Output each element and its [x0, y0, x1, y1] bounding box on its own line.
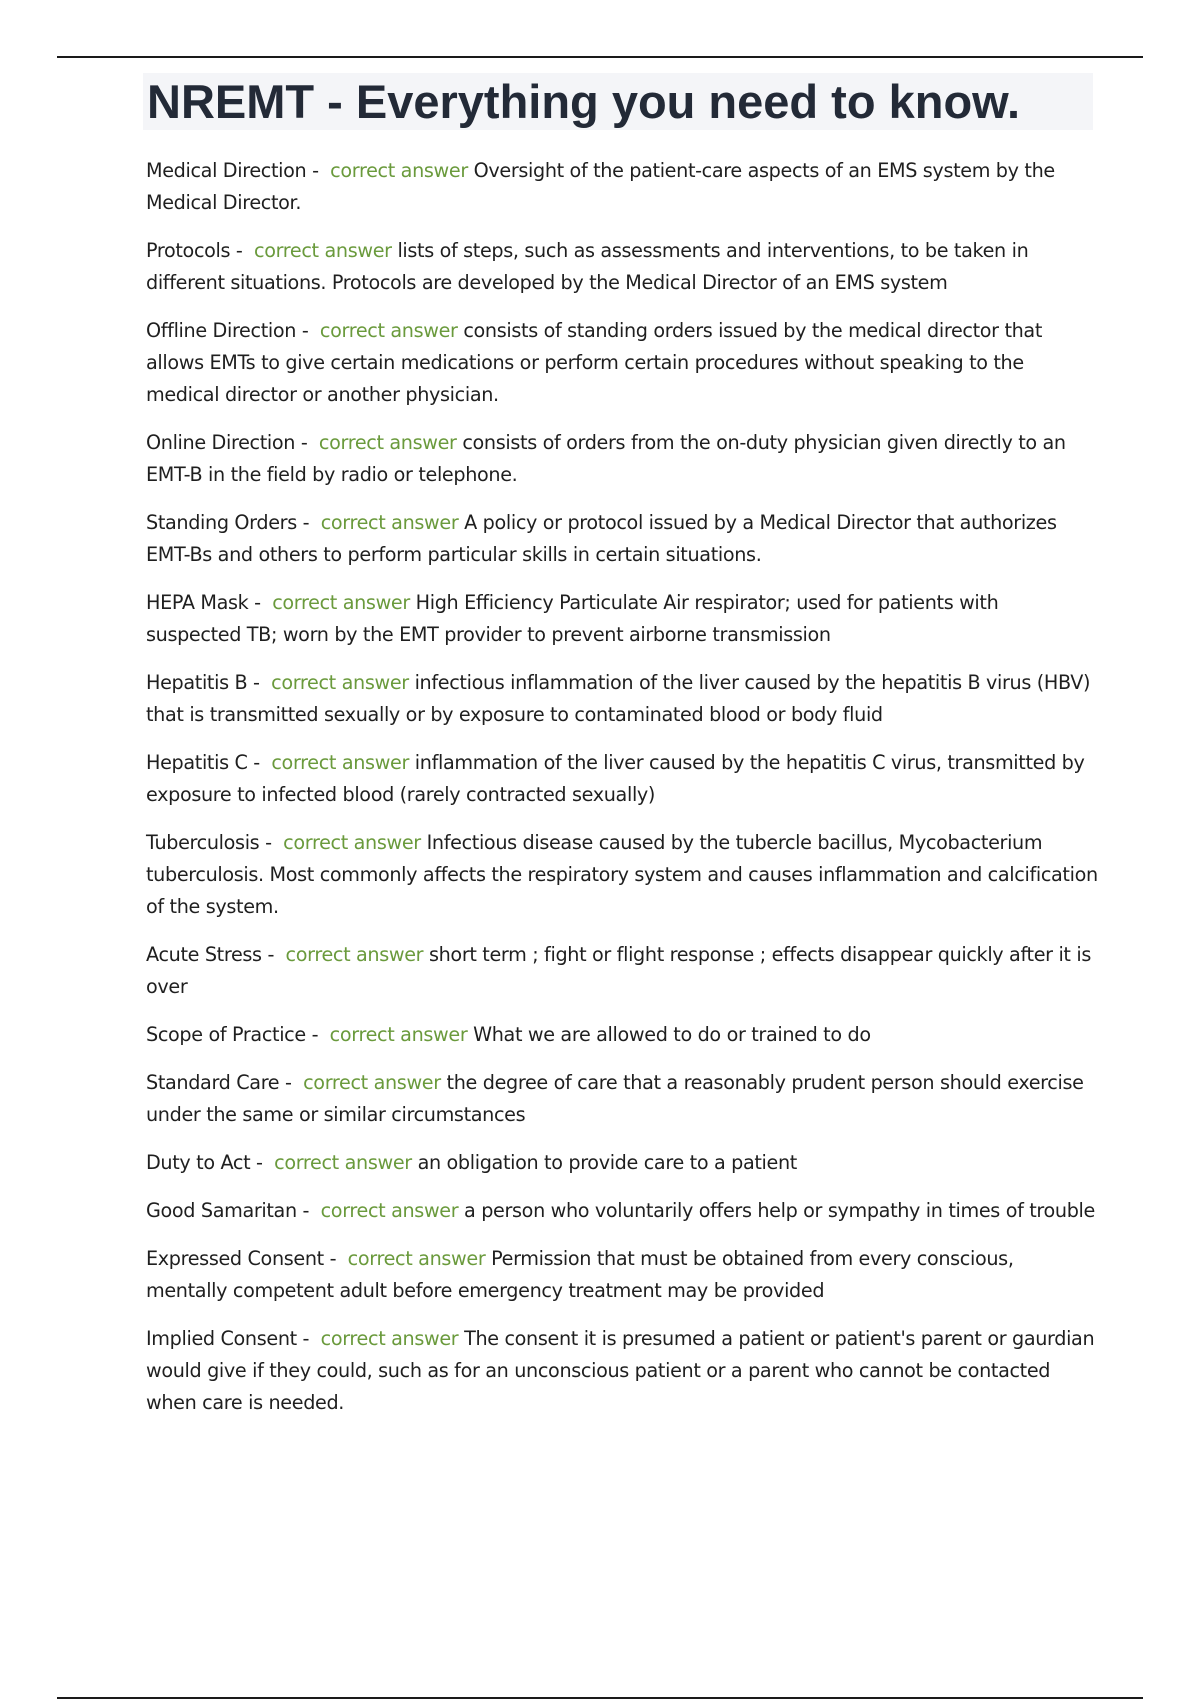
- entry-term: Good Samaritan: [146, 1199, 297, 1222]
- entry-term: Protocols: [146, 239, 231, 262]
- entry-separator: -: [296, 319, 320, 342]
- entry-separator: -: [248, 591, 273, 614]
- entry-separator: -: [306, 159, 331, 182]
- correct-answer-label: correct answer: [254, 239, 392, 262]
- entry-definition: the degree of care that a reasonably prudent person should exercise under the same or similar circumstances: [146, 1071, 1084, 1126]
- entry-definition: consists of standing orders issued by the medical director that allows EMTs to give certain medications or perform certain procedures without speaking to the medical director or another physician.: [146, 319, 1043, 406]
- entry-separator: -: [250, 1151, 275, 1174]
- entry-term: Implied Consent: [146, 1327, 297, 1350]
- entry-term: Hepatitis C: [146, 751, 248, 774]
- correct-answer-label: correct answer: [285, 943, 424, 966]
- entry-definition: High Efficiency Particulate Air respirator; used for patients with suspected TB; worn by the EMT provider to prevent airborne transmission: [146, 591, 999, 646]
- entry-separator: -: [295, 431, 319, 454]
- correct-answer-label: correct answer: [303, 1071, 441, 1094]
- flashcard-entry: [146, 1195, 1098, 1227]
- entry-separator: -: [296, 511, 321, 534]
- correct-answer-label: correct answer: [283, 831, 421, 854]
- entry-term: Tuberculosis: [146, 831, 260, 854]
- entry-separator: -: [230, 239, 254, 262]
- correct-answer-label: correct answer: [271, 751, 410, 774]
- flashcard-entry: [146, 235, 1098, 299]
- correct-answer-label: correct answer: [320, 511, 459, 534]
- entry-definition: Infectious disease caused by the tubercle bacillus, Mycobacterium tuberculosis. Most commonly affects the respiratory system and causes inflammation and calcification of the system.: [146, 831, 1098, 918]
- entry-definition: The consent it is presumed a patient or patient's parent or gaurdian would give if they could, such as for an unconscious patient or a parent who cannot be contacted when care is needed.: [146, 1327, 1095, 1414]
- entry-definition: Permission that must be obtained from every conscious, mentally competent adult before emergency treatment may be provided: [146, 1247, 1014, 1302]
- entry-term: Online Direction: [146, 431, 296, 454]
- entry-term: Medical Direction: [146, 159, 307, 182]
- entry-separator: -: [305, 1023, 330, 1046]
- correct-answer-label: correct answer: [274, 1151, 412, 1174]
- correct-answer-label: correct answer: [319, 319, 458, 342]
- entry-definition: What we are allowed to do or trained to do: [473, 1023, 871, 1046]
- entry-separator: -: [259, 831, 284, 854]
- correct-answer-label: correct answer: [320, 1327, 459, 1350]
- bottom-rule: [57, 1697, 1143, 1699]
- correct-answer-label: correct answer: [272, 591, 410, 614]
- entry-definition: infectious inflammation of the liver caused by the hepatitis B virus (HBV) that is transmitted sexually or by exposure to contaminated blood or body fluid: [146, 671, 1091, 726]
- entry-definition: a person who voluntarily offers help or sympathy in times of trouble: [464, 1199, 1095, 1222]
- entry-definition: A policy or protocol issued by a Medical Director that authorizes EMT-Bs and others to perform particular skills in certain situations.: [146, 511, 1057, 566]
- flashcard-entry: [146, 155, 1098, 219]
- entry-separator: -: [296, 1327, 321, 1350]
- flashcard-entry: [146, 939, 1098, 1003]
- correct-answer-label: correct answer: [318, 431, 457, 454]
- entry-definition: an obligation to provide care to a patient: [417, 1151, 797, 1174]
- correct-answer-label: correct answer: [320, 1199, 459, 1222]
- flashcard-entry: [146, 507, 1098, 571]
- top-rule: [57, 56, 1143, 58]
- flashcard-entry: [146, 747, 1098, 811]
- correct-answer-label: correct answer: [347, 1247, 486, 1270]
- entry-term: Expressed Consent: [146, 1247, 324, 1270]
- entry-term: Duty to Act: [146, 1151, 251, 1174]
- entry-term: HEPA Mask: [146, 591, 249, 614]
- flashcard-entry: [146, 1243, 1098, 1307]
- entry-separator: -: [279, 1071, 304, 1094]
- entry-term: Acute Stress: [146, 943, 262, 966]
- entry-separator: -: [247, 671, 272, 694]
- entry-definition: short term ; fight or flight response ; effects disappear quickly after it is over: [146, 943, 1091, 998]
- flashcard-list: [146, 155, 1098, 1435]
- flashcard-entry: [146, 827, 1098, 923]
- entry-definition: lists of steps, such as assessments and interventions, to be taken in different situations. Protocols are developed by the Medical Director of an EMS system: [146, 239, 1029, 294]
- flashcard-entry: [146, 1147, 1098, 1179]
- entry-term: Standard Care: [146, 1071, 280, 1094]
- correct-answer-label: correct answer: [271, 671, 409, 694]
- entry-separator: -: [247, 751, 272, 774]
- flashcard-entry: [146, 427, 1098, 491]
- entry-definition: Oversight of the patient-care aspects of an EMS system by the Medical Director.: [146, 159, 1055, 214]
- correct-answer-label: correct answer: [330, 159, 468, 182]
- flashcard-entry: [146, 1323, 1098, 1419]
- flashcard-entry: [146, 315, 1098, 411]
- entry-term: Standing Orders: [146, 511, 297, 534]
- entry-term: Scope of Practice: [146, 1023, 306, 1046]
- flashcard-entry: [146, 1067, 1098, 1131]
- flashcard-entry: [146, 587, 1098, 651]
- flashcard-entry: [146, 1019, 1098, 1051]
- correct-answer-label: correct answer: [329, 1023, 468, 1046]
- entry-separator: -: [323, 1247, 348, 1270]
- entry-separator: -: [296, 1199, 321, 1222]
- entry-term: Offline Direction: [146, 319, 297, 342]
- entry-separator: -: [261, 943, 286, 966]
- page-title: NREMT - Everything you need to know.: [147, 75, 1021, 128]
- entry-term: Hepatitis B: [146, 671, 248, 694]
- title-banner: [143, 73, 1093, 130]
- entry-definition: inflammation of the liver caused by the hepatitis C virus, transmitted by exposure to infected blood (rarely contracted sexually): [146, 751, 1085, 806]
- entry-definition: consists of orders from the on-duty physician given directly to an EMT-B in the field by radio or telephone.: [146, 431, 1066, 486]
- flashcard-entry: [146, 667, 1098, 731]
